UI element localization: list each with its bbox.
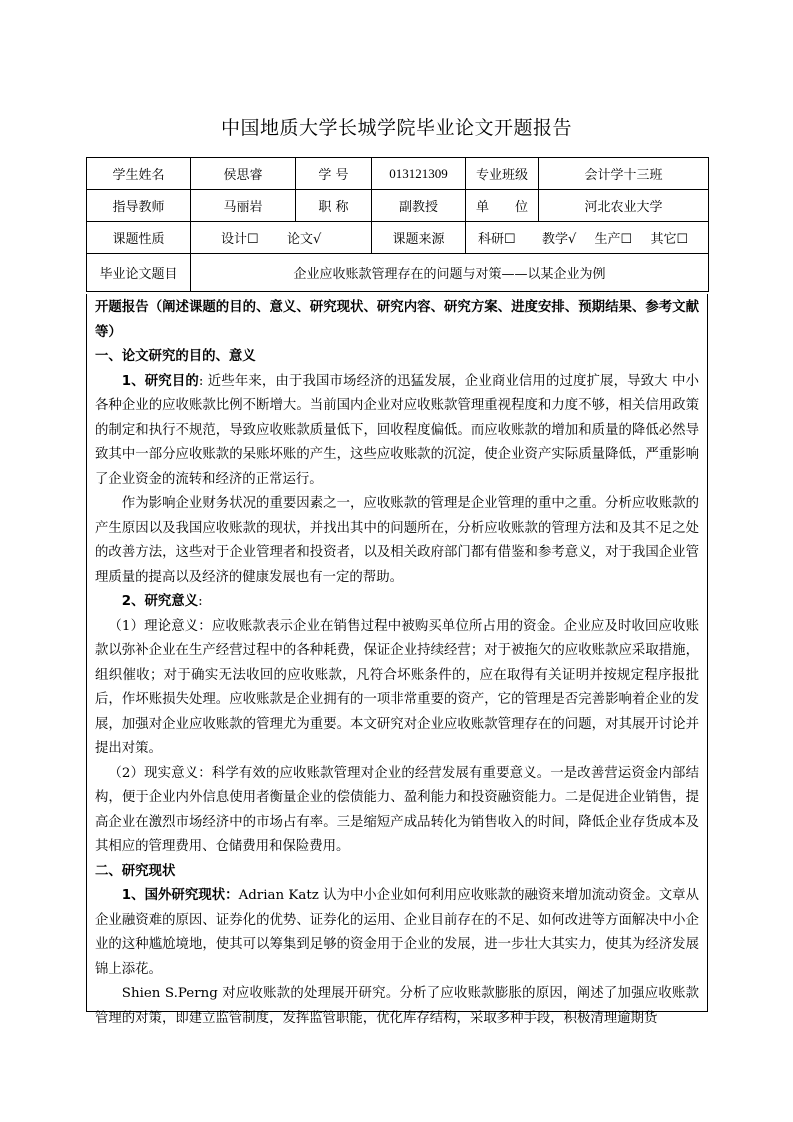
unit-label-part2: 位 xyxy=(514,200,528,215)
student-id-value: 013121309 xyxy=(372,158,466,190)
section2-title: 二、研究现状 xyxy=(95,863,176,879)
unit-value: 河北农业大学 xyxy=(539,190,709,222)
source-option-teaching: 教学√ xyxy=(541,232,577,247)
table-row xyxy=(87,222,709,254)
title-rank-value: 副教授 xyxy=(372,190,466,222)
significance-heading xyxy=(95,590,699,615)
source-label: 课题来源 xyxy=(372,222,466,254)
foreign-research-paragraph-2: Shien S.Perng 对应收账款的处理展开研究。分析了应收账款膨胀的原因，阐述了加强应收账款管理的对策，即建立监管制度，发挥监管职能，优化库存结构，采取多种手段，积极清理逾期货 xyxy=(95,986,699,1026)
nature-label: 课题性质 xyxy=(87,222,191,254)
student-id-label: 学 号 xyxy=(296,158,372,190)
foreign-research-paragraph xyxy=(95,884,699,982)
purpose-label: 1、研究目的 xyxy=(121,373,199,389)
table-row xyxy=(87,158,709,190)
purpose-paragraph-2: 作为影响企业财务状况的重要因素之一，应收账款的管理是企业管理的重中之重。分析应收账款的产生原因以及我国应收账款的现状，并找出其中的问题所在，分析应收账款的管理方法和及其不足之处的改善方法，这些对于企业管理者和投资者，以及相关政府部门都有借鉴和参考意义，对于我国企业管理质量的提高以及经济的健康发展也有一定的帮助。 xyxy=(95,496,699,585)
unit-label xyxy=(466,190,539,222)
source-option-other: 其它☐ xyxy=(650,232,689,247)
source-options xyxy=(466,222,709,254)
unit-label-part1: 单 xyxy=(476,200,490,215)
title-rank-label: 职 称 xyxy=(296,190,372,222)
source-option-research: 科研☐ xyxy=(478,232,516,247)
report-body xyxy=(86,294,708,1026)
thesis-title-label: 毕业论文题目 xyxy=(87,254,191,292)
section1-title: 一、论文研究的目的、意义 xyxy=(95,349,256,364)
class-value: 会计学十三班 xyxy=(539,158,709,190)
nature-options xyxy=(191,222,372,254)
table-row xyxy=(87,190,709,222)
report-header: 开题报告（阐述课题的目的、意义、研究现状、研究内容、研究方案、进度安排、预期结果、参考文献等） xyxy=(95,300,699,340)
foreign-research-text: Adrian Katz 认为中小企业如何利用应收账款的融资来增加流动资金。文章从企业融资难的原因、证券化的优势、证券化的运用、企业目前存在的不足、如何改进等方面解决中小企业的这种尴尬境地，使其可以筹集到足够的资金用于企业的发展，进一步壮大其实力，使其为经济发展锦上添花。 xyxy=(95,888,699,977)
info-table xyxy=(86,157,709,292)
student-name-value: 侯思睿 xyxy=(191,158,296,190)
foreign-research-label: 1、国外研究现状： xyxy=(121,888,239,903)
class-label: 专业班级 xyxy=(466,158,539,190)
advisor-value: 马丽岩 xyxy=(191,190,296,222)
table-row xyxy=(87,254,709,292)
nature-option-design: 设计☐ xyxy=(221,232,259,247)
purpose-text: : 近些年来，由于我国市场经济的迅猛发展，企业商业信用的过度扩展，导致大 中小各种企业的应收账款比例不断增大。当前国内企业对应收账款管理重视程度和力度不够，相关信用政策的制定和执行不规范，导致应收账款质量低下，回收程度偏低。而应收账款的增加和质量的降低必然导致其中一部分应收账款的呆账坏账的产生，这些应收账款的沉淀，使企业资产实际质量降低，严重影响了企业资金的流转和经济的正常运行。 xyxy=(95,373,699,487)
source-option-production: 生产☐ xyxy=(594,232,633,247)
thesis-title-value: 企业应收账款管理存在的问题与对策——以某企业为例 xyxy=(191,254,709,292)
student-name-label: 学生姓名 xyxy=(87,158,191,190)
practical-significance-paragraph: （2）现实意义：科学有效的应收账款管理对企业的经营发展有重要意义。一是改善营运资金内部结构，便于企业内外信息使用者衡量企业的偿债能力、盈利能力和投资融资能力。二是促进企业销售，提高企业在激烈市场经济中的市场占有率。三是缩短产成品转化为销售收入的时间，降低企业存货成本及其相应的管理费用、仓储费用和保险费用。 xyxy=(95,765,699,854)
nature-option-thesis: 论文√ xyxy=(286,232,322,247)
advisor-label: 指导教师 xyxy=(87,190,191,222)
theory-significance-paragraph: （1）理论意义：应收账款表示企业在销售过程中被购买单位所占用的资金。企业应及时收回应收账款以弥补企业在生产经营过程中的各种耗费，保证企业持续经营；对于被拖欠的应收账款应采取措施，组织催收；对于确实无法收回的应收账款，凡符合坏账条件的，应在取得有关证明并按规定程序报批后，作坏账损失处理。应收账款是企业拥有的一项非常重要的资产，它的管理是否完善影响着企业的发展，加强对企业应收账款的管理尤为重要。本文研究对企业应收账款管理存在的问题，对其展开讨论并提出对策。 xyxy=(95,618,699,756)
document-title: 中国地质大学长城学院毕业论文开题报告 xyxy=(220,117,572,139)
purpose-paragraph xyxy=(95,370,699,493)
significance-colon: : xyxy=(198,594,203,609)
significance-label: 2、研究意义 xyxy=(121,594,199,609)
